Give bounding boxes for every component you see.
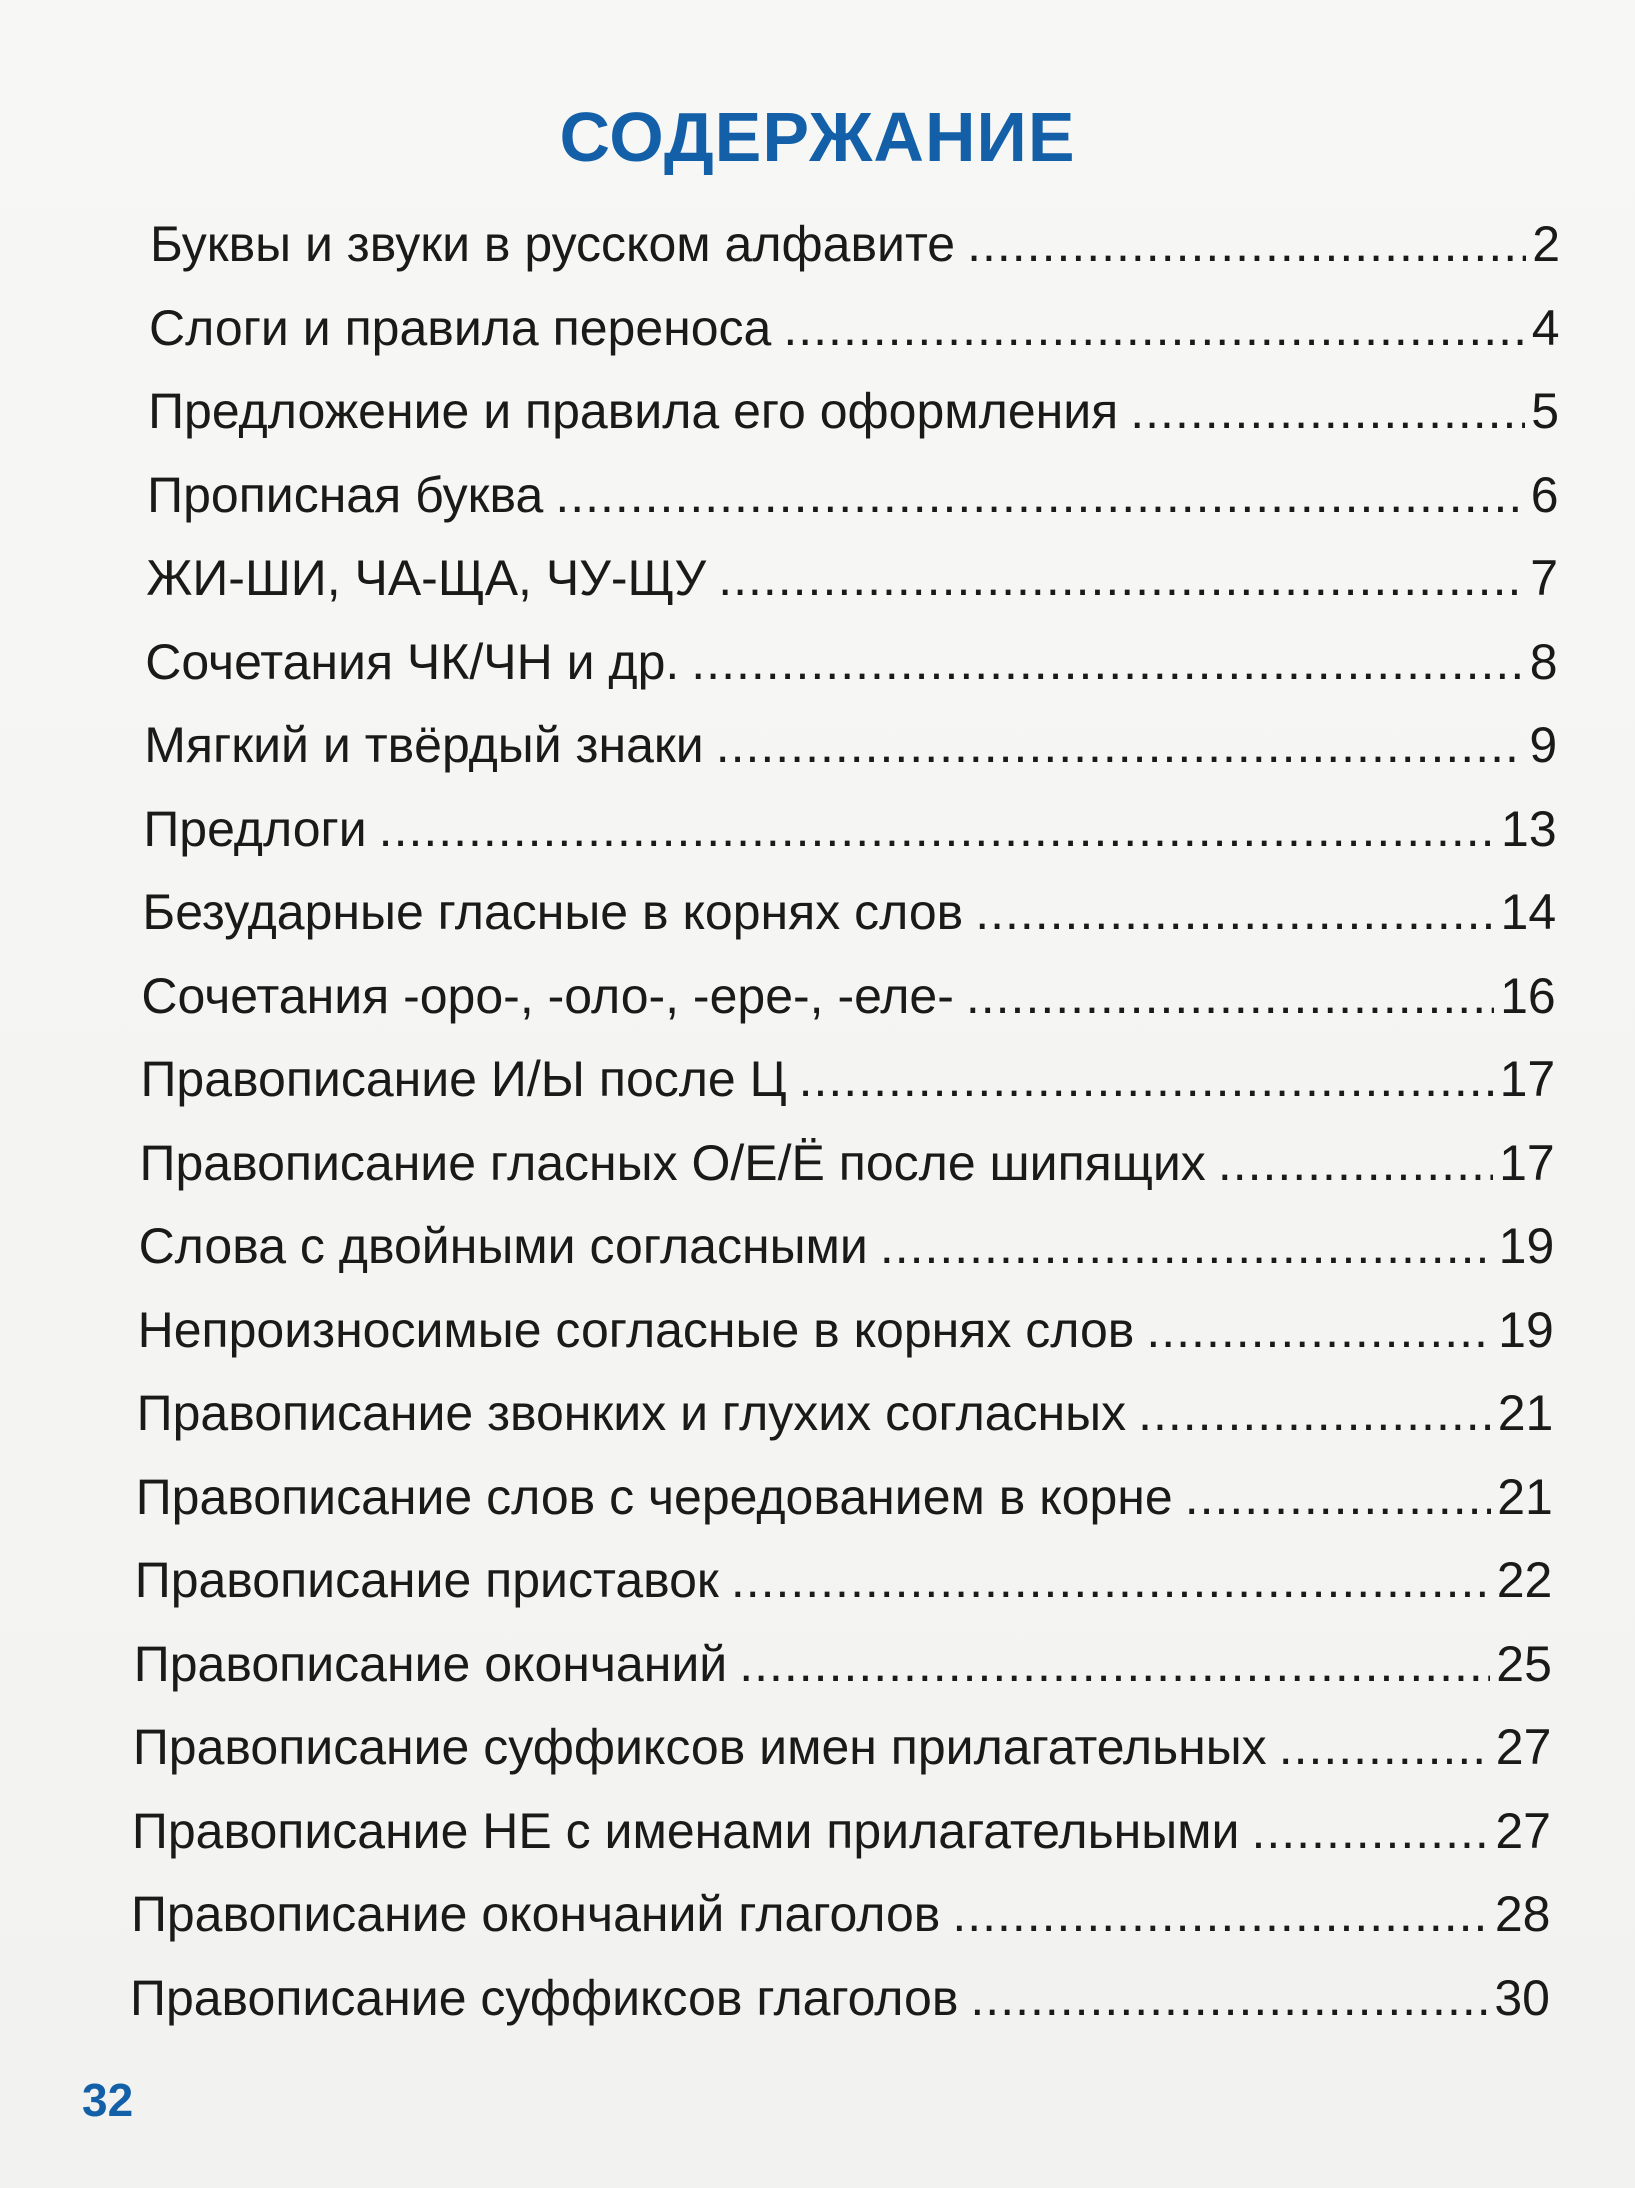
toc-dot-leader: [799, 1047, 1494, 1111]
toc-entry: [147, 463, 1558, 527]
toc-dot-leader: [952, 1882, 1489, 1946]
toc-dot-leader: [970, 1966, 1488, 2030]
toc-dot-leader: [1185, 1465, 1492, 1529]
toc-entry-label: Правописание окончаний глаголов: [130, 1886, 941, 1942]
toc-entry-label: Буквы и звуки в русском алфавите: [150, 216, 956, 272]
toc-entry-page: 17: [1499, 1051, 1556, 1107]
toc-entry-page: 27: [1495, 1802, 1551, 1859]
toc-entry-page: 30: [1494, 1969, 1550, 2026]
toc-entry-page: 19: [1498, 1301, 1554, 1358]
toc-entry-page: 21: [1497, 1468, 1553, 1525]
toc-entry-page: 13: [1501, 800, 1557, 857]
toc-entry-label: Слоги и правила переноса: [149, 299, 772, 356]
toc-entry-page: 4: [1531, 299, 1560, 356]
toc-entry-label: Правописание слов с чередованием в корне: [135, 1468, 1173, 1525]
toc-entry: [130, 1966, 1550, 2030]
toc-dot-leader: [1279, 1715, 1490, 1779]
toc-entry: [140, 1047, 1555, 1111]
toc-entry-page: 16: [1500, 967, 1556, 1024]
toc-dot-leader: [1146, 1298, 1492, 1362]
toc-dot-leader: [1218, 1131, 1493, 1195]
toc-entry-page: 9: [1529, 717, 1558, 773]
toc-dot-leader: [880, 1214, 1493, 1278]
toc-dot-leader: [379, 797, 1495, 861]
toc-entry: [145, 630, 1557, 694]
toc-entry-page: 5: [1531, 383, 1560, 439]
toc-entry: [144, 713, 1557, 777]
toc-dot-leader: [691, 630, 1524, 694]
toc-dot-leader: [718, 546, 1524, 610]
toc-entry: [142, 880, 1556, 944]
toc-entry-label: Предлоги: [143, 800, 367, 857]
toc-dot-leader: [967, 212, 1526, 276]
toc-entry: [143, 797, 1556, 861]
toc-entry: [133, 1715, 1552, 1779]
toc-dot-leader: [555, 463, 1524, 527]
toc-entry-page: 27: [1495, 1719, 1552, 1775]
toc-dot-leader: [783, 296, 1525, 360]
toc-entry-label: Правописание суффиксов имен прилагательных: [132, 1719, 1267, 1775]
toc-entry: [149, 296, 1559, 360]
toc-dot-leader: [975, 880, 1494, 944]
toc-entry: [140, 1131, 1555, 1195]
toc-entry: [139, 1214, 1555, 1278]
toc-entry-page: 22: [1496, 1552, 1553, 1608]
toc-entry: [150, 212, 1560, 276]
toc-entry-page: 19: [1498, 1218, 1555, 1274]
toc-entry-label: Непроизносимые согласные в корнях слов: [137, 1301, 1135, 1358]
toc-dot-leader: [739, 1632, 1490, 1696]
toc-dot-leader: [1130, 379, 1525, 443]
toc-entry-label: ЖИ-ШИ, ЧА-ЩА, ЧУ-ЩУ: [146, 550, 707, 606]
toc-dot-leader: [716, 713, 1524, 777]
toc-entry-label: Безударные гласные в корнях слов: [142, 884, 964, 940]
toc-dot-leader: [1251, 1799, 1489, 1863]
toc-entry: [132, 1799, 1551, 1863]
toc-entry-page: 17: [1499, 1134, 1555, 1191]
toc-entry-page: 28: [1494, 1886, 1551, 1942]
toc-entry-label: Правописание окончаний: [133, 1635, 728, 1692]
toc-entry-label: Правописание гласных О/Е/Ё после шипящих: [139, 1134, 1206, 1191]
toc-entry-label: Предложение и правила его оформления: [148, 383, 1119, 439]
toc-entry: [146, 546, 1558, 610]
toc-entry-label: Слова с двойными согласными: [138, 1218, 868, 1274]
page-title: СОДЕРЖАНИЕ: [559, 98, 1076, 176]
toc-entry-label: Сочетания ЧК/ЧН и др.: [145, 633, 680, 690]
page-number: 32: [82, 2074, 134, 2126]
toc-entry-label: Прописная буква: [147, 466, 544, 523]
toc-entry: [135, 1548, 1553, 1612]
toc-entry-label: Правописание звонких и глухих согласных: [136, 1385, 1127, 1441]
toc-entry: [141, 964, 1555, 1028]
toc-entry-label: Мягкий и твёрдый знаки: [144, 717, 704, 773]
toc-entry-page: 6: [1530, 466, 1559, 523]
toc-entry: [136, 1465, 1553, 1529]
toc-dot-leader: [966, 964, 1494, 1028]
toc-entry-label: Правописание НЕ с именами прилагательными: [131, 1802, 1240, 1859]
toc-entry-page: 2: [1532, 216, 1560, 272]
toc-entry-page: 8: [1529, 633, 1558, 690]
toc-entry: [138, 1298, 1554, 1362]
toc-entry-page: 21: [1497, 1385, 1554, 1441]
toc-entry-page: 14: [1500, 884, 1557, 940]
toc-entry-label: Правописание суффиксов глаголов: [130, 1969, 959, 2026]
toc-entry: [137, 1381, 1554, 1445]
toc-entry-label: Правописание приставок: [134, 1552, 719, 1608]
toc-entry: [148, 379, 1559, 443]
toc-entry-label: Правописание И/Ы после Ц: [140, 1051, 787, 1107]
toc-dot-leader: [1138, 1381, 1492, 1445]
toc-dot-leader: [731, 1548, 1491, 1612]
toc-entry-label: Сочетания -оро-, -оло-, -ере-, -еле-: [141, 967, 954, 1024]
toc-entry-page: 25: [1496, 1635, 1552, 1692]
toc-entry: [134, 1632, 1552, 1696]
toc-entry-page: 7: [1530, 550, 1559, 606]
toc-entry: [131, 1882, 1551, 1946]
